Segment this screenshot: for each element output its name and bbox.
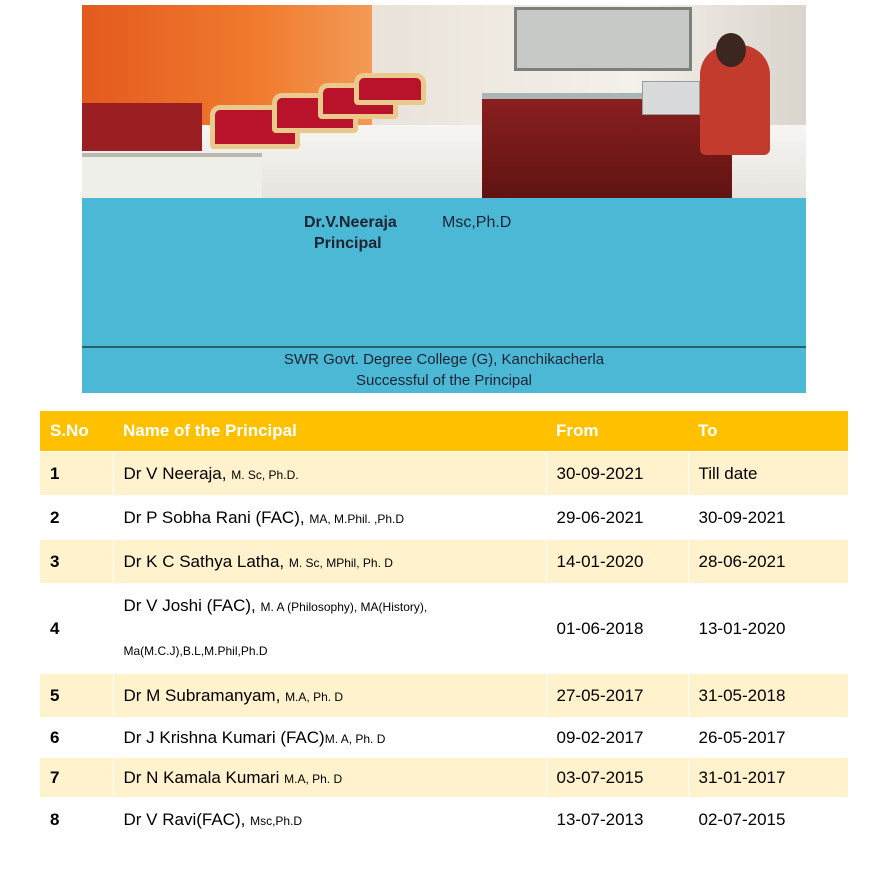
table-row	[40, 718, 848, 758]
cell-sno: 7	[40, 758, 113, 798]
principals-table	[40, 411, 848, 842]
table-row	[40, 496, 848, 540]
cell-name	[113, 584, 546, 674]
cell-name	[113, 674, 546, 718]
cell-sno: 1	[40, 452, 113, 496]
table-row	[40, 674, 848, 718]
table-header-row	[40, 411, 848, 452]
cell-name	[113, 452, 546, 496]
table-row	[40, 798, 848, 842]
qualification-text: M. A, Ph. D	[324, 731, 386, 746]
principal-name-text: Dr P Sobha Rani (FAC),	[123, 507, 305, 527]
header-sno: S.No	[40, 411, 113, 452]
qualification-text: M.A, Ph. D	[285, 689, 344, 704]
college-name: SWR Govt. Degree College (G), Kanchikacherla	[283, 351, 605, 368]
cell-from: 03-07-2015	[546, 758, 688, 798]
cell-from: 09-02-2017	[546, 718, 688, 758]
principal-name: Dr.V.Neeraja	[304, 214, 397, 231]
table-row	[40, 584, 848, 674]
cell-name	[113, 798, 546, 842]
table-row	[40, 540, 848, 584]
cell-sno: 2	[40, 496, 113, 540]
principal-name-text: Dr V Ravi(FAC),	[123, 809, 246, 829]
cell-sno: 6	[40, 718, 113, 758]
cell-to: 13-01-2020	[688, 584, 848, 674]
cell-to: 28-06-2021	[688, 540, 848, 584]
cell-from: 27-05-2017	[546, 674, 688, 718]
principal-role: Principal	[314, 235, 382, 252]
banner-caption: Successful of the Principal	[356, 372, 532, 389]
header-to: To	[688, 411, 848, 452]
cell-from: 30-09-2021	[546, 452, 688, 496]
cell-from: 14-01-2020	[546, 540, 688, 584]
principal-name-text: Dr V Joshi (FAC),	[123, 596, 256, 615]
cell-name	[113, 718, 546, 758]
header-name: Name of the Principal	[113, 411, 546, 452]
cell-to: 31-05-2018	[688, 674, 848, 718]
cell-sno: 3	[40, 540, 113, 584]
cell-name	[113, 540, 546, 584]
qualification-text: Msc,Ph.D	[250, 813, 303, 828]
qualification-text: M. Sc, MPhil, Ph. D	[288, 555, 393, 570]
principal-banner	[82, 5, 806, 393]
cell-sno: 8	[40, 798, 113, 842]
cell-to: 26-05-2017	[688, 718, 848, 758]
principal-name-text: Dr M Subramanyam,	[123, 685, 281, 705]
cell-to: Till date	[688, 452, 848, 496]
cell-from: 13-07-2013	[546, 798, 688, 842]
cell-to: 31-01-2017	[688, 758, 848, 798]
cell-to: 30-09-2021	[688, 496, 848, 540]
qualification-text-cont: Ma(M.C.J),B.L,M.Phil,Ph.D	[123, 644, 268, 658]
qualification-text: M. A (Philosophy), MA(History),	[260, 600, 428, 614]
cell-from: 01-06-2018	[546, 584, 688, 674]
principal-name-text: Dr N Kamala Kumari	[123, 767, 280, 787]
cell-sno: 4	[40, 584, 113, 674]
cell-to: 02-07-2015	[688, 798, 848, 842]
qualification-text: M. Sc, Ph.D.	[231, 467, 299, 482]
header-from: From	[546, 411, 688, 452]
principal-name-text: Dr V Neeraja,	[123, 463, 227, 483]
principal-name-text: Dr J Krishna Kumari (FAC)	[123, 727, 325, 747]
cell-name	[113, 496, 546, 540]
table-row	[40, 758, 848, 798]
cell-from: 29-06-2021	[546, 496, 688, 540]
banner-divider	[82, 346, 806, 348]
table-row	[40, 452, 848, 496]
principal-degree: Msc,Ph.D	[442, 214, 512, 231]
cell-name	[113, 758, 546, 798]
cell-sno: 5	[40, 674, 113, 718]
qualification-text: MA, M.Phil. ,Ph.D	[309, 511, 405, 526]
principal-name-text: Dr K C Sathya Latha,	[123, 551, 285, 571]
office-photo	[82, 5, 806, 198]
qualification-text: M.A, Ph. D	[284, 771, 343, 786]
